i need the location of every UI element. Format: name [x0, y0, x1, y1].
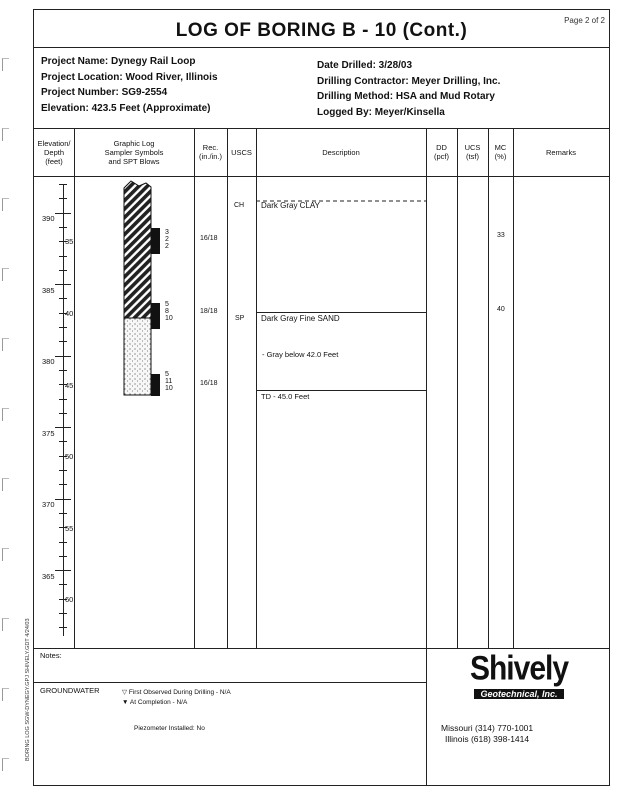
total-depth: TD - 45.0 Feet [261, 392, 310, 401]
phone-illinois: Illinois (618) 398-1414 [445, 734, 530, 744]
shively-logo [434, 649, 604, 702]
piezometer-installed: Piezometer Installed: No [134, 725, 205, 732]
stratum-boundary [256, 200, 426, 203]
footer [34, 648, 609, 785]
depth-tick [59, 184, 67, 185]
binder-punch [2, 408, 9, 421]
depth-tick [59, 341, 67, 342]
elevation-label: 380 [42, 357, 55, 366]
depth-tick [55, 499, 71, 500]
binder-punch [2, 758, 9, 771]
depth-tick [59, 542, 67, 543]
spt-blows: 5 8 10 [165, 301, 173, 322]
column-rule [227, 128, 228, 648]
depth-tick [59, 256, 67, 257]
stratum-description: Dark Gray CLAY [261, 201, 320, 210]
gray-note: - Gray below 42.0 Feet [262, 350, 339, 359]
binder-punch [2, 128, 9, 141]
column-rule [194, 128, 195, 648]
depth-tick [59, 613, 67, 614]
binder-punch [2, 478, 9, 491]
depth-tick [59, 370, 67, 371]
drilling-contractor: Drilling Contractor: Meyer Drilling, Inc. [317, 75, 501, 87]
header-graphic-log: Graphic Log Sampler Symbols and SPT Blows [104, 138, 164, 166]
uscs-code: SP [235, 315, 245, 322]
project-number: Project Number: SG9-2554 [41, 87, 168, 98]
project-info-left [41, 54, 218, 116]
column-rule [256, 128, 257, 648]
depth-label: 40 [65, 309, 74, 318]
project-location: Project Location: Wood River, Illinois [41, 71, 218, 83]
depth-tick [55, 570, 71, 571]
binder-punch [2, 268, 9, 281]
column-rule [426, 128, 427, 648]
header-mc: MC (%) [494, 143, 507, 161]
depth-tick [55, 213, 71, 214]
graphic-log-column [119, 178, 174, 400]
log-title: LOG OF BORING B - 10 (Cont.) [175, 20, 468, 41]
elevation-label: 365 [42, 572, 55, 581]
header-ucs: UCS (tsf) [464, 143, 481, 161]
depth-tick [55, 284, 71, 285]
header-description: Description [322, 147, 360, 157]
depth-tick [59, 441, 67, 442]
depth-tick [59, 198, 67, 199]
depth-tick [59, 556, 67, 557]
header-dd: DD (pcf) [434, 143, 449, 161]
header-rec: Rec. (in./in.) [199, 143, 222, 161]
column-rule [457, 128, 458, 648]
project-info-right [317, 58, 500, 120]
logged-by: Logged By: Meyer/Kinsella [317, 106, 445, 118]
header-elevation-depth: Elevation/ Depth (feet) [37, 138, 71, 166]
column-rule [74, 128, 75, 648]
boring-log-sheet [33, 9, 610, 786]
logo-divider [426, 648, 427, 786]
stratum-description: Dark Gray Fine SAND [261, 314, 340, 323]
depth-tick [59, 327, 67, 328]
binder-punch [2, 688, 9, 701]
depth-tick [59, 413, 67, 414]
spt-sampler-1 [151, 228, 160, 254]
stratum-boundary [256, 312, 426, 313]
project-name: Project Name: Dynegy Rail Loop [41, 56, 196, 67]
company-subtitle: Geotechnical, Inc. [474, 689, 563, 699]
depth-label: 35 [65, 237, 74, 246]
phone-missouri: Missouri (314) 770-1001 [441, 723, 534, 733]
depth-tick [59, 627, 67, 628]
company-name: Shively [469, 649, 569, 688]
depth-tick [59, 470, 67, 471]
at-completion: ▼ At Completion - N/A [122, 699, 188, 706]
elevation-label: 370 [42, 500, 55, 509]
column-rule [488, 128, 489, 648]
spt-blows: 3 2 2 [165, 229, 169, 250]
notes-divider [34, 682, 426, 683]
binder-punch [2, 198, 9, 211]
clay-layer [124, 181, 151, 318]
groundwater-label: GROUNDWATER [40, 686, 100, 695]
recovery-value: 18/18 [200, 308, 218, 315]
header-uscs: USCS [231, 147, 252, 157]
sand-layer [124, 318, 151, 395]
depth-label: 50 [65, 452, 74, 461]
drilling-method: Drilling Method: HSA and Mud Rotary [317, 91, 495, 102]
elevation: Elevation: 423.5 Feet (Approximate) [41, 102, 211, 114]
binder-punch [2, 338, 9, 351]
depth-tick [59, 298, 67, 299]
notes-label: Notes: [40, 651, 62, 660]
elevation-label: 390 [42, 214, 55, 223]
first-observed: ▽ First Observed During Drilling - N/A [122, 689, 231, 696]
depth-tick [55, 427, 71, 428]
moisture-content: 33 [497, 232, 505, 239]
date-drilled: Date Drilled: 3/28/03 [317, 60, 413, 71]
elevation-label: 375 [42, 429, 55, 438]
spt-sampler-3 [151, 374, 160, 396]
side-file-text: BORING LOG SGW-DYNEGY.GPJ SHIVELY.GDT 4/24/03 [25, 618, 31, 761]
depth-label: 60 [65, 595, 74, 604]
elevation-label: 385 [42, 286, 55, 295]
depth-label: 45 [65, 381, 74, 390]
spt-blows: 5 11 10 [165, 371, 173, 392]
title-divider [34, 47, 609, 48]
header-remarks: Remarks [545, 147, 576, 157]
column-rule [513, 128, 514, 648]
depth-axis [63, 184, 64, 636]
page-number: Page 2 of 2 [564, 16, 605, 25]
termination-line [256, 390, 426, 391]
recovery-value: 16/18 [200, 235, 218, 242]
recovery-value: 16/18 [200, 380, 218, 387]
depth-tick [59, 584, 67, 585]
depth-label: 55 [65, 524, 74, 533]
moisture-content: 40 [497, 306, 505, 313]
depth-tick [59, 227, 67, 228]
spt-sampler-2 [151, 303, 160, 329]
depth-tick [59, 513, 67, 514]
binder-punch [2, 618, 9, 631]
uscs-code: CH [234, 202, 245, 209]
header-divider [34, 176, 609, 177]
binder-punch [2, 548, 9, 561]
depth-tick [59, 399, 67, 400]
depth-tick [55, 356, 71, 357]
depth-tick [59, 484, 67, 485]
binder-punch [2, 58, 9, 71]
depth-tick [59, 270, 67, 271]
